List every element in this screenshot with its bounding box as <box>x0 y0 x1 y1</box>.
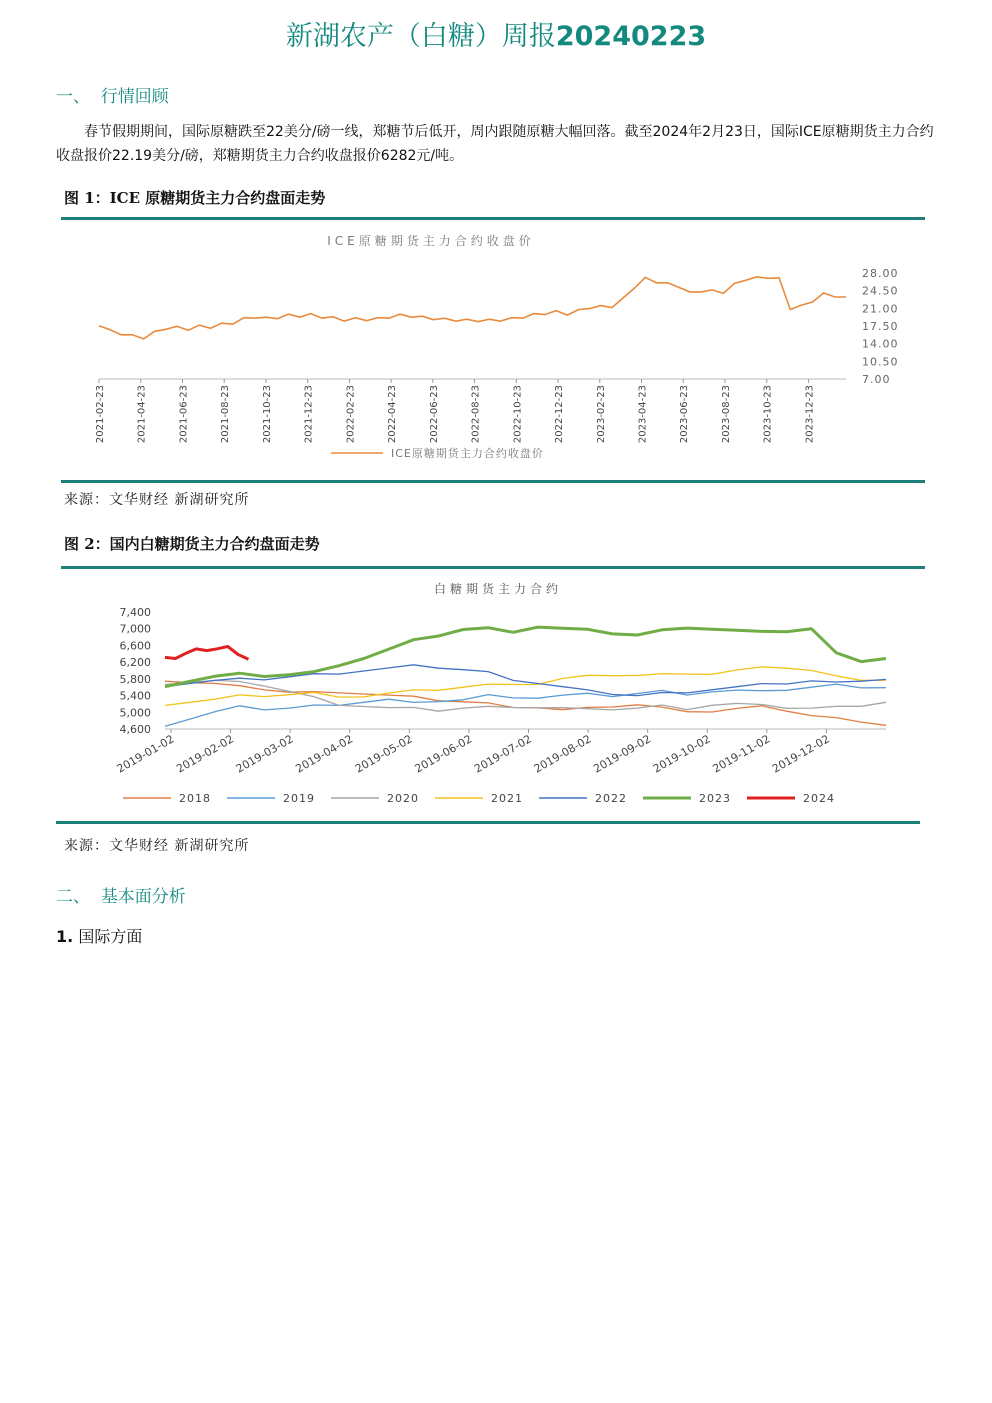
chart1-x-tick: 2022-08-23 <box>470 385 482 444</box>
chart1-x-tick: 2021-02-23 <box>95 385 106 444</box>
chart1-y-tick: 21.00 <box>862 302 899 316</box>
chart2-x-tick: 2019-05-02 <box>352 732 415 776</box>
chart1-x-tick: 2023-02-23 <box>595 385 607 444</box>
chart1-x-tick: 2021-04-23 <box>136 385 148 444</box>
ice-sugar-chart <box>61 222 925 478</box>
chart2-x-tick: 2019-04-02 <box>293 732 356 776</box>
title-text: 新湖农产（白糖）周报 <box>285 21 556 52</box>
chart2-title: 白糖期货主力合约 <box>433 582 563 596</box>
chart2-y-tick: 4,600 <box>119 723 151 736</box>
chart2-series-2021 <box>165 667 886 706</box>
domestic-sugar-chart <box>61 572 921 818</box>
subsection-heading-international <box>56 924 142 947</box>
chart1-x-tick: 2023-10-23 <box>762 385 774 444</box>
figure1-caption: 图 1：ICE 原糖期货主力合约盘面走势 <box>64 189 326 207</box>
chart1-x-tick: 2021-12-23 <box>303 385 315 444</box>
chart1-y-tick: 7.00 <box>862 373 891 386</box>
chart2-x-tick: 2019-06-02 <box>412 732 475 776</box>
section-number: 二、 <box>56 887 90 907</box>
chart1-y-tick: 17.50 <box>862 320 899 333</box>
figure1-top-rule <box>61 217 925 220</box>
figure1-source: 来源：文华财经 新湖研究所 <box>64 492 250 508</box>
chart2-y-tick: 5,000 <box>119 706 151 720</box>
chart1-x-tick: 2022-04-23 <box>387 385 399 444</box>
chart2-series-2023 <box>165 627 886 687</box>
chart1-series-line <box>99 277 846 339</box>
chart2-y-tick: 6,600 <box>119 639 151 653</box>
chart1-y-tick: 10.50 <box>862 355 899 369</box>
chart1-x-tick: 2023-12-23 <box>804 385 816 444</box>
summary-text: 春节假期期间，国际原糖跌至22美分/磅一线，郑糖节后低开，周内跟随原糖大幅回落。截至2024年2月23日，国际ICE原糖期货主力合约收盘报价22.19美分/磅，郑糖期货主力合约收盘报价6282元/吨。 <box>56 124 934 164</box>
chart1-y-tick: 14.00 <box>862 337 899 351</box>
section-heading-fundamentals <box>56 882 186 907</box>
chart1-x-tick: 2021-08-23 <box>220 385 232 444</box>
chart1-x-tick: 2023-04-23 <box>637 385 649 444</box>
chart2-legend-label-2024: 2024 <box>803 792 835 805</box>
chart2-legend-label-2022: 2022 <box>595 792 627 805</box>
subsection-title: 国际方面 <box>78 927 143 946</box>
figure2-bottom-rule <box>56 821 920 824</box>
chart1-x-tick: 2022-12-23 <box>554 385 566 444</box>
chart1-x-tick: 2023-08-23 <box>720 385 732 444</box>
chart2-y-tick: 7,400 <box>119 606 151 619</box>
chart2-legend-label-2020: 2020 <box>387 792 419 805</box>
chart2-x-tick: 2019-02-02 <box>174 732 237 776</box>
chart2-legend-label-2019: 2019 <box>283 792 315 805</box>
chart2-series-2024 <box>165 647 249 660</box>
chart2-legend-label-2023: 2023 <box>699 792 731 805</box>
chart2-x-tick: 2019-08-02 <box>531 732 594 776</box>
figure1-bottom-rule <box>61 480 925 483</box>
chart2-y-tick: 7,000 <box>119 622 151 636</box>
chart2-x-tick: 2019-01-02 <box>114 732 177 776</box>
chart1-legend-label: ICE原糖期货主力合约收盘价 <box>391 447 544 460</box>
figure2-caption: 图 2：国内白糖期货主力合约盘面走势 <box>64 535 320 553</box>
figure2-top-rule <box>61 566 925 569</box>
chart2-y-tick: 5,400 <box>119 689 151 703</box>
chart1-y-tick: 28.00 <box>862 267 899 280</box>
chart1-x-tick: 2023-06-23 <box>679 385 691 444</box>
chart1-x-tick: 2022-02-23 <box>345 385 357 444</box>
chart1-title: ICE原糖期货主力合约收盘价 <box>327 234 535 248</box>
chart2-x-tick: 2019-03-02 <box>233 732 296 776</box>
chart1-x-tick: 2022-06-23 <box>428 385 440 444</box>
title-date: 20240223 <box>555 21 707 52</box>
chart2-x-tick: 2019-12-02 <box>770 732 832 776</box>
chart1-x-tick: 2022-10-23 <box>512 385 524 444</box>
chart2-y-tick: 5,800 <box>119 672 151 686</box>
chart2-legend-label-2018: 2018 <box>179 792 211 805</box>
section-title: 行情回顾 <box>100 87 169 107</box>
chart1-y-tick: 24.50 <box>862 284 899 298</box>
section-title: 基本面分析 <box>100 887 186 907</box>
figure2-source: 来源：文华财经 新湖研究所 <box>64 838 250 854</box>
chart2-x-tick: 2019-09-02 <box>591 732 654 776</box>
summary-paragraph <box>56 120 936 168</box>
chart2-y-tick: 6,200 <box>119 656 151 670</box>
chart2-x-tick: 2019-10-02 <box>650 732 713 776</box>
chart2-legend-label-2021: 2021 <box>491 792 523 805</box>
subsection-number: 1. <box>56 927 74 946</box>
page-title <box>0 14 992 53</box>
chart1-x-tick: 2021-10-23 <box>261 385 273 444</box>
section-heading-review <box>56 82 169 107</box>
chart1-x-tick: 2021-06-23 <box>178 385 190 444</box>
chart2-x-tick: 2019-11-02 <box>710 732 773 776</box>
chart2-x-tick: 2019-07-02 <box>472 732 534 776</box>
section-number: 一、 <box>56 87 90 107</box>
